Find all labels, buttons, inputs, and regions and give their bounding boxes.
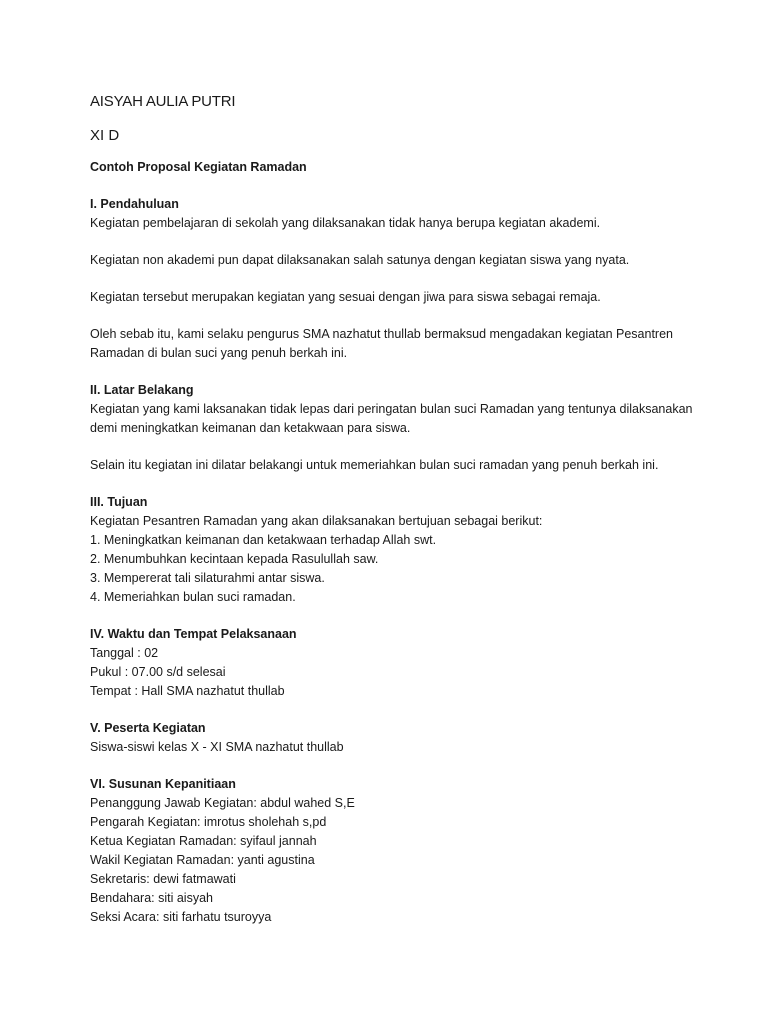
list-item: Pengarah Kegiatan: imrotus sholehah s,pd [90,815,327,829]
list-item: 2. Menumbuhkan kecintaan kepada Rasulullah saw. [90,552,379,566]
list-item: 1. Meningkatkan keimanan dan ketakwaan terhadap Allah swt. [90,533,437,547]
section-heading: V. Peserta Kegiatan [90,721,206,735]
list-item: Bendahara: siti aisyah [90,891,213,905]
list-item: Pukul : 07.00 s/d selesai [90,665,226,679]
section-heading: VI. Susunan Kepanitiaan [90,777,236,791]
section-pendahuluan [90,195,710,363]
paragraph: Kegiatan non akademi pun dapat dilaksanakan salah satunya dengan kegiatan siswa yang nyata. [90,253,630,267]
list-item: Kegiatan Pesantren Ramadan yang akan dilaksanakan bertujuan sebagai berikut: [90,514,543,528]
paragraph: Kegiatan tersebut merupakan kegiatan yang sesuai dengan jiwa para siswa sebagai remaja. [90,290,601,304]
list-item: Tanggal : 02 [90,646,159,660]
list-item: Wakil Kegiatan Ramadan: yanti agustina [90,853,315,867]
list-item: 3. Mempererat tali silaturahmi antar siswa. [90,571,325,585]
paragraph: Kegiatan pembelajaran di sekolah yang dilaksanakan tidak hanya berupa kegiatan akademi. [90,216,601,230]
list-item: Tempat : Hall SMA nazhatut thullab [90,684,285,698]
paragraph: Selain itu kegiatan ini dilatar belakangi untuk memeriahkan bulan suci ramadan yang penuh berkah ini. [90,458,659,472]
student-name: AISYAH AULIA PUTRI [90,93,236,110]
paragraph: Oleh sebab itu, kami selaku pengurus SMA nazhatut thullab bermaksud mengadakan kegiatan Pesantren Ramadan di bulan suci yang penuh berkah ini. [90,327,674,360]
document-title: Contoh Proposal Kegiatan Ramadan [90,160,307,174]
section-latar-belakang [90,381,710,475]
section-heading: I. Pendahuluan [90,197,179,211]
section-heading: II. Latar Belakang [90,383,194,397]
section-tujuan [90,493,710,607]
section-heading: III. Tujuan [90,495,148,509]
paragraph: Kegiatan yang kami laksanakan tidak lepas dari peringatan bulan suci Ramadan yang tentunya dilaksanakan demi meningkatkan keimanan dan ketakwaan para siswa. [90,402,693,435]
list-item: 4. Memeriahkan bulan suci ramadan. [90,590,296,604]
section-peserta [90,719,710,757]
document-page [90,90,710,927]
section-waktu-tempat [90,625,710,701]
section-kepanitiaan [90,775,710,927]
list-item: Ketua Kegiatan Ramadan: syifaul jannah [90,834,317,848]
list-item: Sekretaris: dewi fatmawati [90,872,236,886]
list-item: Seksi Acara: siti farhatu tsuroyya [90,910,272,924]
list-item: Penanggung Jawab Kegiatan: abdul wahed S,E [90,796,355,810]
section-heading: IV. Waktu dan Tempat Pelaksanaan [90,627,297,641]
student-class: XI D [90,127,120,144]
list-item: Siswa-siswi kelas X - XI SMA nazhatut thullab [90,740,344,754]
